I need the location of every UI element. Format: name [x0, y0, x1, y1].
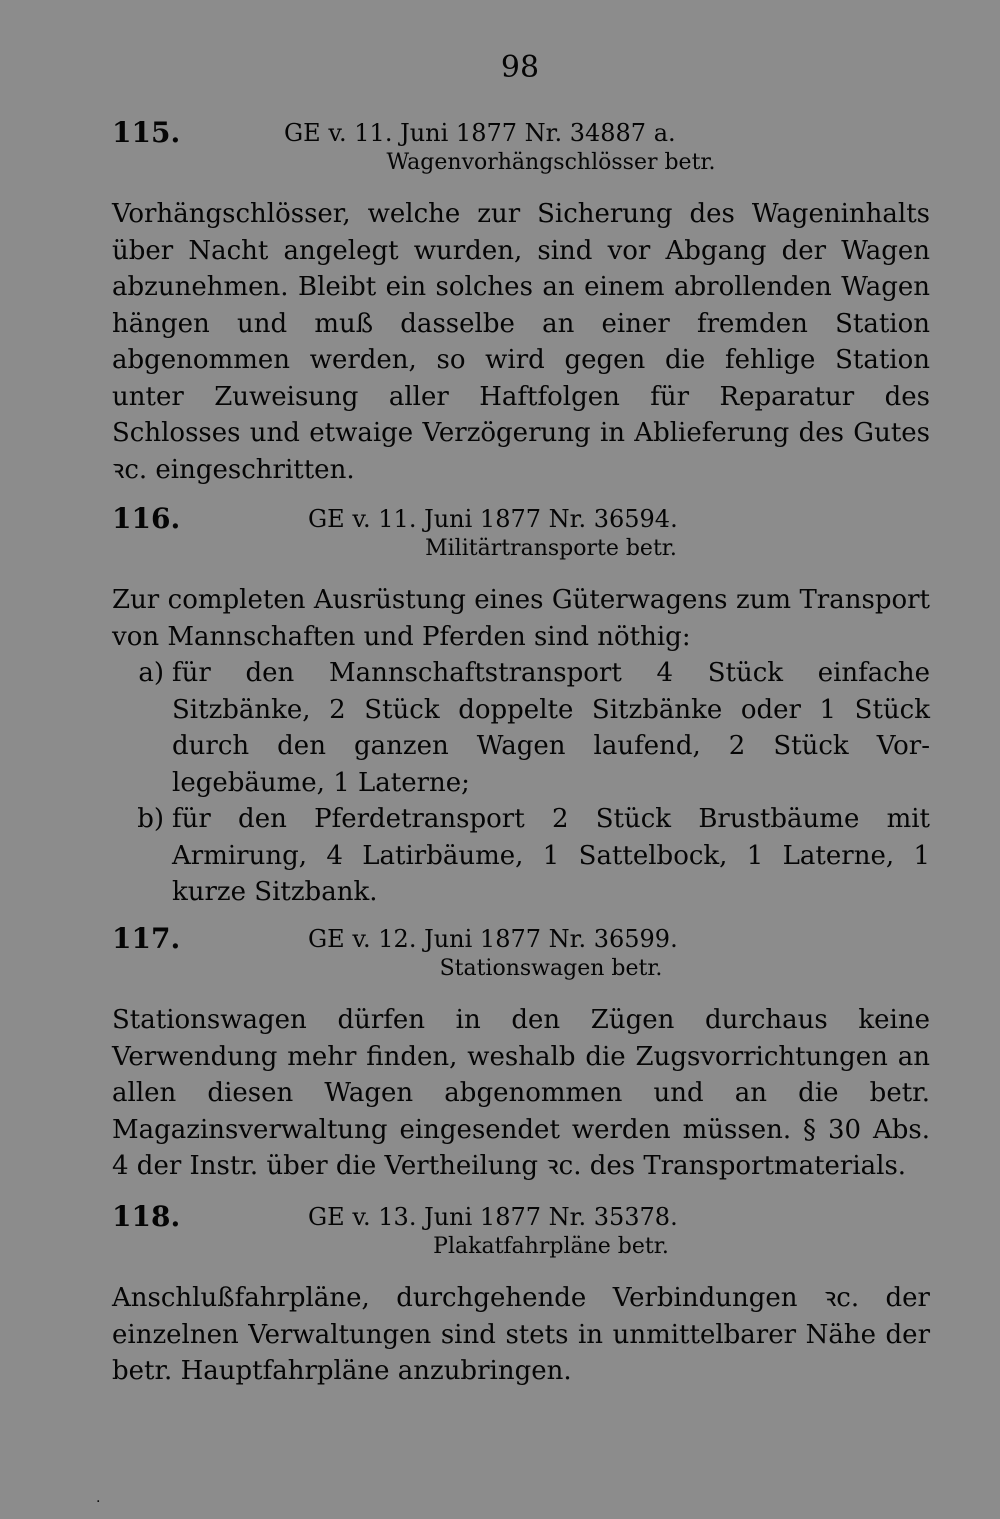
list-item — [112, 655, 930, 801]
entry-115 — [112, 118, 930, 488]
list-text: für den Pferdetransport 2 Stück Brustbäume mit Armirung, 4 Latirbäume, 1 Sattelbock, 1 Laterne, 1 kurze Sitzbank. — [172, 804, 930, 907]
entry-number: 117. — [112, 922, 181, 955]
list-item — [112, 801, 930, 911]
entry-reference: GE v. 12. Juni 1877 Nr. 36599. — [308, 925, 678, 953]
entry-body: Anschlußfahrpläne, durchgehende Verbindungen ꝛc. der einzelnen Verwaltungen sind stets in unmittelbarer Nähe der betr. Hauptfahrpläne anzubringen. — [112, 1283, 930, 1386]
entry-body: Stationswagen dürfen in den Zügen durchaus keine Verwendung mehr finden, weshalb die Zugsvorrichtungen an allen diesen Wagen abgenommen und an die betr. Magazinsverwaltung eingesendet werden müssen. § 30 Abs. 4 der Instr. über die Vertheilung ꝛc. des Transportmaterials. — [112, 1005, 930, 1181]
entry-number: 118. — [112, 1200, 181, 1233]
entry-subject: Plakatfahrpläne betr. — [433, 1234, 669, 1259]
entry-reference: GE v. 11. Juni 1877 Nr. 34887 a. — [284, 119, 676, 147]
entry-body: Zur completen Ausrüstung eines Güterwagens zum Transport von Mannschaften und Pferden sind nöthig: — [112, 585, 930, 652]
list-marker: b) — [137, 804, 164, 834]
entry-number: 115. — [112, 116, 181, 149]
entry-reference: GE v. 13. Juni 1877 Nr. 35378. — [308, 1203, 678, 1231]
list-text: für den Mannschaftstransport 4 Stück einfache Sitzbänke, 2 Stück doppelte Sitzbänke oder 1 Stück durch den ganzen Wagen laufend, 2 Stück Vorlegebäume, 1 Laterne; — [172, 658, 930, 798]
entry-116 — [112, 504, 930, 911]
entry-header — [112, 924, 930, 954]
entry-118 — [112, 1202, 930, 1390]
entry-body: Vorhängschlösser, welche zur Sicherung des Wageninhalts über Nacht angelegt wurden, sind vor Abgang der Wagen abzunehmen. Bleibt ein solches an einem abrollenden Wagen hängen und muß dasselbe an einer fremden Station abgenommen werden, so wird gegen die fehlige Station unter Zuweisung aller Haftfolgen für Reparatur des Schlosses und etwaige Verzögerung in Ablieferung des Gutes ꝛc. eingeschritten. — [112, 199, 930, 485]
entry-header — [112, 504, 930, 534]
entry-117 — [112, 924, 930, 1185]
list-marker: a) — [138, 658, 164, 688]
page-number: 98 — [500, 50, 540, 85]
stray-mark: . — [96, 1490, 101, 1506]
entry-subject: Militärtransporte betr. — [425, 536, 677, 561]
entry-subject: Wagenvorhängschlösser betr. — [386, 150, 716, 175]
entry-number: 116. — [112, 502, 181, 535]
entry-header — [112, 1202, 930, 1232]
entry-header — [112, 118, 930, 148]
entry-subject: Stationswagen betr. — [439, 956, 663, 981]
requirement-list — [112, 655, 930, 911]
entry-reference: GE v. 11. Juni 1877 Nr. 36594. — [308, 505, 678, 533]
